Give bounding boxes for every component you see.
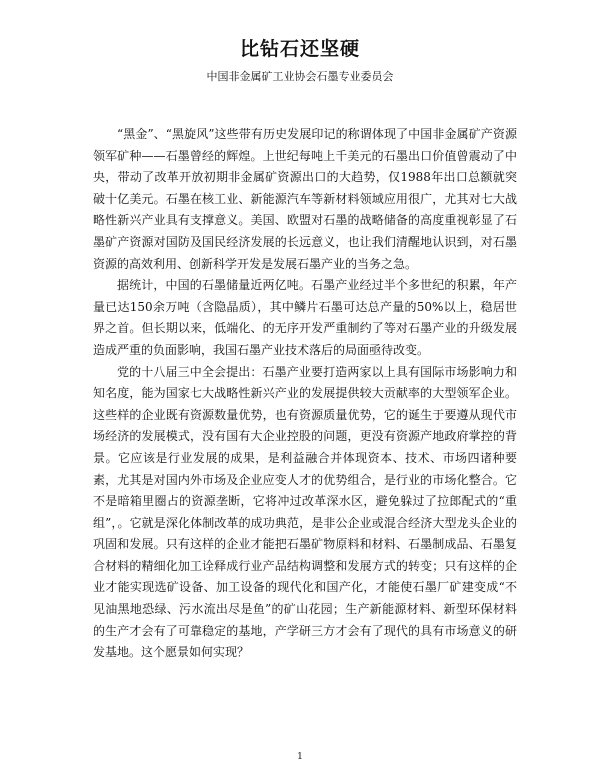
paragraph-3: 党的十八届三中全会提出：石墨产业要打造两家以上具有国际市场影响力和知名度，能为国家七大战略性新兴产业的发展提供较大贡献率的大型领军企业。这些样的企业既有资源数量优势，也有资源质量优势，它的诞生于要遵从现代市场经济的发展模式，没有国有大企业控股的问题，更没有资源产地政府掌控的背景。它应该是行业发展的成果，是利益融合并体现资本、技术、市场四诸种要素，尤其是对国内外市场及企业应变人才的优势组合，是行业的市场化整合。它不是暗箱里圈占的资源垄断，它将冲过改革深水区，避免躲过了拉郎配式的“重组”，。它就是深化体制改革的成功典范，是非公企业或混合经济大型龙头企业的巩固和发展。只有这样的企业才能把石墨矿物原料和材料、石墨制成品、石墨复合材料的精细化加工诠释成行业产品结构调整和发展方式的转变；只有这样的企业才能实现选矿设备、加工设备的现代化和国产化，才能使石墨厂矿建变成“不见油黑地恐绿、污水流出尽是鱼”的矿山花园；生产新能源材料、新型环保材料的生产才会有了可靠稳定的基地，产学研三方才会有了现代的具有市场意义的研发基地。这个愿景如何实现？: [93, 364, 517, 660]
document-body: [93, 124, 517, 664]
document-title: 比钻石还坚硬: [239, 38, 360, 60]
page-number: 1: [297, 752, 303, 762]
document-subtitle: 中国非金属矿工业协会石墨专业委员会: [206, 70, 394, 83]
paragraph-1: “黑金”、“黑旋风”这些带有历史发展印记的称谓体现了中国非金属矿产资源领军矿种——石墨曾经的辉煌。上世纪每吨上千美元的石墨出口价值曾震动了中央，带动了改革开放初期非金属矿资源出口的大趋势，仅1988年出口总额就突破十亿美元。石墨在核工业、新能源汽车等新材料领域应用很广，尤其对七大战略性新兴产业具有支撑意义。美国、欧盟对石墨的战略储备的高度重视彰显了石墨矿产资源对国防及国民经济发展的长远意义，也让我们清醒地认识到，对石墨资源的高效利用、创新科学开发是发展石墨产业的当务之急。: [93, 127, 517, 271]
paragraph-2: 据统计，中国的石墨储量近两亿吨。石墨产业经过半个多世纪的积累，年产量已达150余万吨（含隐晶质），其中鳞片石墨可达总产量的50%以上，稳居世界之首。但长期以来，低端化、的无序开发严重制约了等对石墨产业的升级发展造成严重的负面影响，我国石墨产业技术落后的局面亟待改变。: [93, 278, 517, 357]
